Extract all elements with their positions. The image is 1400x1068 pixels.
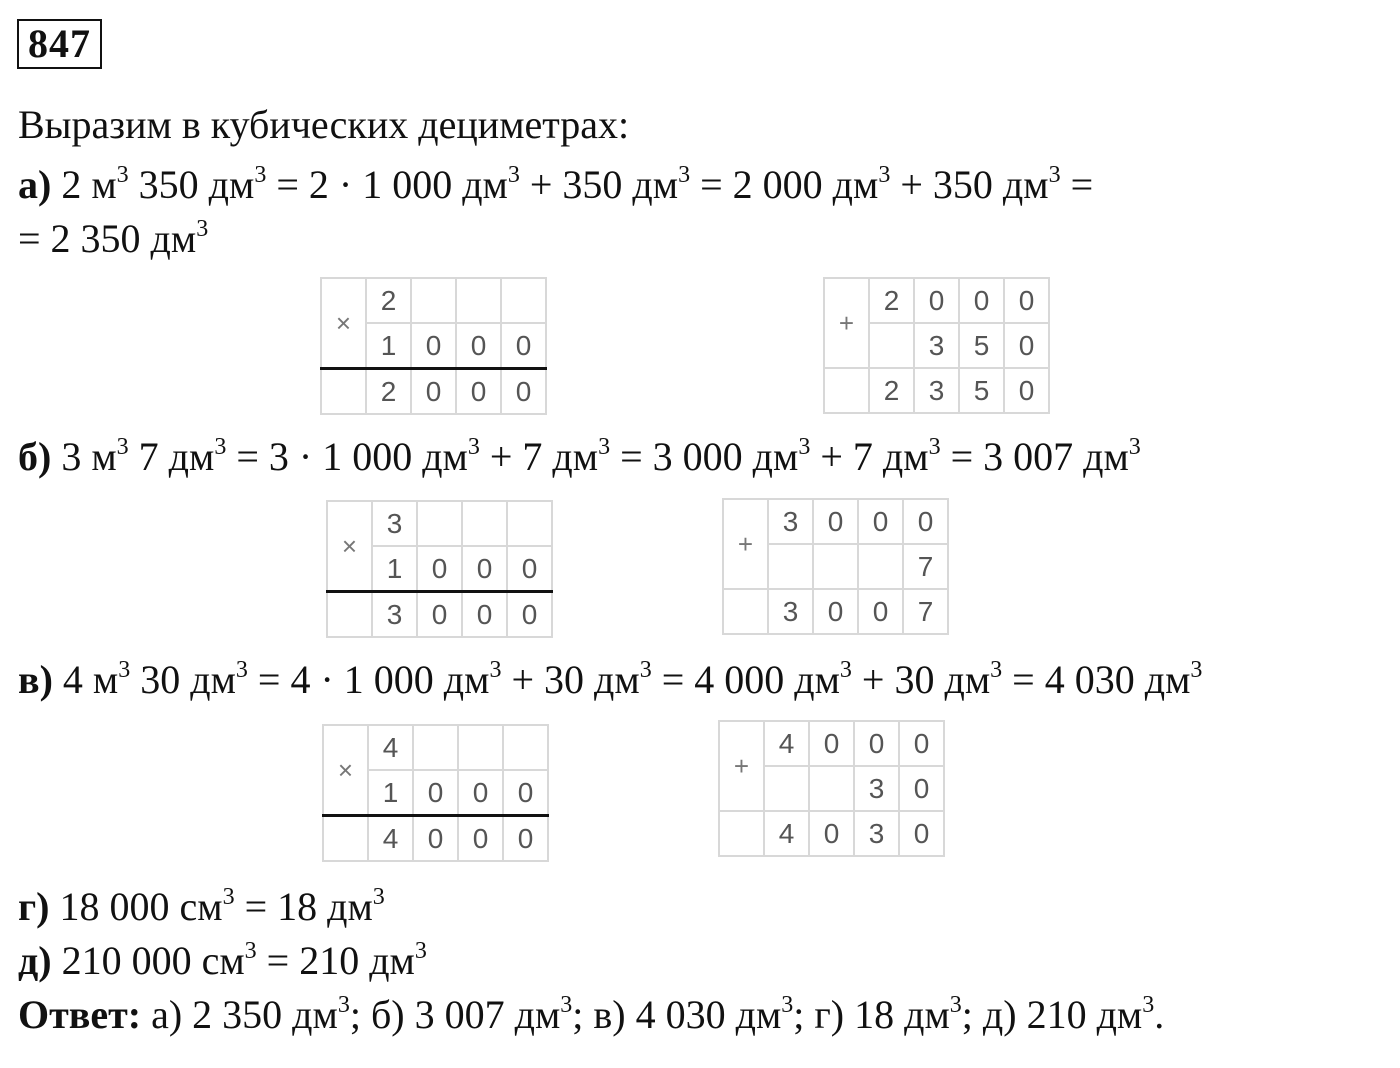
operand-row <box>719 721 944 766</box>
digit-cell: 0 <box>458 770 503 816</box>
digit-cell: 2 <box>366 369 411 415</box>
digit-cell: 0 <box>501 323 546 369</box>
digit-cell: 0 <box>501 369 546 415</box>
part-v-expression: 4 $м^3$ 30 $дм^3 = 4 \cdot 1$ 000 $дм^3 + 30$ $дм^3 = 4$ 000 $дм^3 + 30$ $дм^3 = 4$ 030 $дм^3$ <box>62 657 1203 702</box>
digit-cell: 1 <box>366 323 411 369</box>
digit-cell: 0 <box>456 369 501 415</box>
digit-cell <box>501 278 546 323</box>
digit-cell <box>507 501 552 546</box>
digit-cell: 0 <box>899 721 944 766</box>
exponent: 3 <box>196 216 209 242</box>
exponent: 3 <box>244 938 257 964</box>
digit-cell: 3 <box>372 501 417 546</box>
digit-cell <box>768 544 813 589</box>
part-b-label: б) <box>18 434 52 479</box>
digit-cell <box>413 725 458 770</box>
part-b-line1 <box>18 432 1141 482</box>
operand-row <box>323 725 548 770</box>
exponent: 3 <box>781 992 794 1018</box>
digit-cell: 0 <box>507 546 552 592</box>
operator-cell <box>323 816 368 862</box>
digit-cell <box>764 766 809 811</box>
operand-row <box>723 499 948 544</box>
digit-cell: 0 <box>959 278 1004 323</box>
digit-cell: 0 <box>899 766 944 811</box>
operand-row <box>327 501 552 546</box>
part-b-addition <box>722 498 949 635</box>
digit-cell: 0 <box>413 816 458 862</box>
result-row <box>321 369 546 415</box>
operator-cell <box>824 368 869 413</box>
digit-cell: 0 <box>503 770 548 816</box>
part-d-label: д) <box>18 938 52 983</box>
digit-cell: 0 <box>1004 368 1049 413</box>
problem-number: 847 <box>17 19 102 69</box>
intro-text: Выразим в кубических дециметрах: <box>18 102 630 147</box>
operator-cell: × <box>321 278 366 369</box>
digit-cell <box>456 278 501 323</box>
digit-cell: 7 <box>903 544 948 589</box>
operator-cell: + <box>719 721 764 811</box>
exponent: 3 <box>678 162 691 188</box>
digit-cell: 0 <box>462 592 507 638</box>
exponent: 3 <box>214 434 227 460</box>
digit-cell: 0 <box>411 369 456 415</box>
digit-cell <box>869 323 914 368</box>
digit-cell: 4 <box>368 816 413 862</box>
part-v-multiplication <box>322 724 549 862</box>
exponent: 3 <box>990 657 1003 683</box>
exponent: 3 <box>414 938 427 964</box>
answer-label: Ответ: <box>18 992 142 1037</box>
digit-cell: 0 <box>899 811 944 856</box>
exponent: 3 <box>222 884 235 910</box>
exponent: 3 <box>1128 434 1141 460</box>
digit-cell <box>411 278 456 323</box>
part-a-multiplication <box>320 277 547 415</box>
part-a-addition <box>823 277 1050 414</box>
exponent: 3 <box>337 992 350 1018</box>
exponent: 3 <box>798 434 811 460</box>
exponent: 3 <box>507 162 520 188</box>
exponent: 3 <box>639 657 652 683</box>
digit-cell: 0 <box>1004 323 1049 368</box>
exponent: 3 <box>560 992 573 1018</box>
digit-cell <box>813 544 858 589</box>
part-a-label: а) <box>18 162 52 207</box>
digit-cell: 0 <box>858 589 903 634</box>
exponent: 3 <box>235 657 248 683</box>
result-row <box>824 368 1049 413</box>
part-g-line1 <box>18 882 385 932</box>
part-d-line1 <box>18 936 427 986</box>
operand-row <box>321 278 546 323</box>
exponent: 3 <box>949 992 962 1018</box>
digit-cell: 0 <box>462 546 507 592</box>
digit-cell: 4 <box>368 725 413 770</box>
digit-cell: 4 <box>764 721 809 766</box>
digit-cell: 3 <box>854 811 899 856</box>
part-v-label: в) <box>18 657 53 702</box>
answer-text: а) 2 350 $дм^3$; б) 3 007 $дм^3$; в) 4 030 $дм^3$; г) 18 $дм^3$; д) 210 $дм^3$. <box>151 992 1165 1037</box>
exponent: 3 <box>116 434 129 460</box>
digit-cell: 0 <box>914 278 959 323</box>
result-row <box>719 811 944 856</box>
digit-cell: 0 <box>1004 278 1049 323</box>
digit-cell: 0 <box>413 770 458 816</box>
digit-cell <box>417 501 462 546</box>
digit-cell <box>458 725 503 770</box>
operand-row <box>824 278 1049 323</box>
digit-cell: 2 <box>366 278 411 323</box>
exponent: 3 <box>467 434 480 460</box>
digit-cell: 0 <box>458 816 503 862</box>
result-row <box>327 592 552 638</box>
digit-cell: 0 <box>809 721 854 766</box>
exponent: 3 <box>1048 162 1061 188</box>
operator-cell: + <box>723 499 768 589</box>
part-a-line2 <box>18 214 208 264</box>
digit-cell: 3 <box>768 499 813 544</box>
exponent: 3 <box>878 162 891 188</box>
digit-cell: 1 <box>372 546 417 592</box>
digit-cell: 0 <box>456 323 501 369</box>
digit-cell: 0 <box>503 816 548 862</box>
operator-cell <box>327 592 372 638</box>
digit-cell: 0 <box>809 811 854 856</box>
part-a-line1 <box>18 160 1093 210</box>
digit-cell: 0 <box>813 499 858 544</box>
exponent: 3 <box>118 657 131 683</box>
digit-cell: 0 <box>507 592 552 638</box>
operator-cell <box>723 589 768 634</box>
digit-cell: 2 <box>869 278 914 323</box>
digit-cell: 4 <box>764 811 809 856</box>
operator-cell <box>321 369 366 415</box>
part-a-expression-cont: = 2 350 $дм^3$ <box>18 216 209 261</box>
digit-cell: 0 <box>417 546 462 592</box>
exponent: 3 <box>1190 657 1203 683</box>
digit-cell: 5 <box>959 323 1004 368</box>
part-g-label: г) <box>18 884 50 929</box>
digit-cell: 3 <box>854 766 899 811</box>
digit-cell: 0 <box>858 499 903 544</box>
exponent: 3 <box>254 162 267 188</box>
operator-cell: × <box>323 725 368 816</box>
digit-cell: 5 <box>959 368 1004 413</box>
digit-cell: 3 <box>372 592 417 638</box>
result-row <box>323 816 548 862</box>
digit-cell: 2 <box>869 368 914 413</box>
digit-cell <box>809 766 854 811</box>
digit-cell: 0 <box>903 499 948 544</box>
part-g-expression: 18 000 $см^3 = 18$ $дм^3$ <box>59 884 385 929</box>
part-v-line1 <box>18 655 1202 705</box>
exponent: 3 <box>839 657 852 683</box>
part-b-multiplication <box>326 500 553 638</box>
exponent: 3 <box>116 162 129 188</box>
digit-cell <box>503 725 548 770</box>
digit-cell: 0 <box>411 323 456 369</box>
digit-cell: 0 <box>854 721 899 766</box>
digit-cell <box>858 544 903 589</box>
digit-cell: 7 <box>903 589 948 634</box>
answer-line <box>18 990 1164 1040</box>
part-d-expression: 210 000 $см^3 = 210$ $дм^3$ <box>61 938 427 983</box>
part-b-expression: 3 $м^3$ 7 $дм^3 = 3 \cdot 1$ 000 $дм^3 + 7$ $дм^3 = 3$ 000 $дм^3 + 7$ $дм^3 = 3$ 007 $дм^3$ <box>61 434 1141 479</box>
exponent: 3 <box>928 434 941 460</box>
result-row <box>723 589 948 634</box>
part-a-expression: 2 $м^3$ 350 $дм^3 = 2 \cdot 1$ 000 $дм^3 + 350$ $дм^3 = 2$ 000 $дм^3 + 350$ $дм^3$ = <box>61 162 1094 207</box>
digit-cell: 0 <box>813 589 858 634</box>
exponent: 3 <box>598 434 611 460</box>
part-v-addition <box>718 720 945 857</box>
digit-cell: 3 <box>914 368 959 413</box>
digit-cell: 3 <box>914 323 959 368</box>
exponent: 3 <box>1142 992 1155 1018</box>
operator-cell <box>719 811 764 856</box>
exponent: 3 <box>372 884 385 910</box>
digit-cell: 1 <box>368 770 413 816</box>
digit-cell <box>462 501 507 546</box>
operator-cell: × <box>327 501 372 592</box>
operator-cell: + <box>824 278 869 368</box>
digit-cell: 3 <box>768 589 813 634</box>
exponent: 3 <box>489 657 502 683</box>
digit-cell: 0 <box>417 592 462 638</box>
